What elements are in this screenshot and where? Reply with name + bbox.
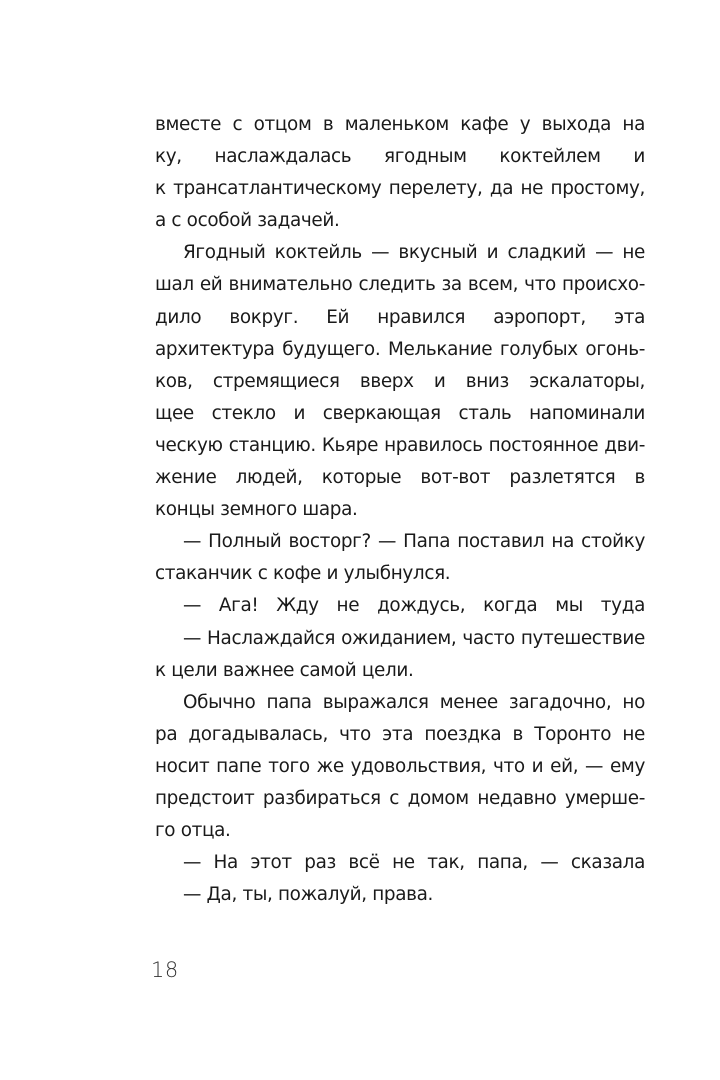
text-line: дило вокруг. Ей нравился аэропорт, эта (155, 306, 645, 328)
text-line: ку, наслаждалась ягодным коктейлем и (155, 146, 645, 168)
page-body-text (155, 109, 645, 911)
text-line: — Наслаждайся ожиданием, часто путешествие (183, 627, 645, 649)
text-line: концы земного шара. (155, 499, 358, 521)
text-line: — Полный восторг? — Папа поставил на стойку (183, 531, 645, 553)
text-line: Обычно папа выражался менее загадочно, но (183, 691, 645, 713)
text-line: го отца. (155, 820, 231, 842)
text-line: а с особой задачей. (155, 210, 340, 232)
text-line: — Ага! Жду не дождусь, когда мы туда (183, 595, 645, 617)
text-line: ра догадывалась, что эта поездка в Торонто не (155, 723, 645, 745)
text-line: ческую станцию. Кьяре нравилось постоянное дви- (155, 434, 645, 456)
text-line: стаканчик с кофе и улыбнулся. (155, 563, 451, 585)
text-line: к трансатлантическому перелету, да не простому, (155, 178, 645, 200)
page-number: 18 (151, 958, 179, 982)
text-line: — На этот раз всё не так, папа, — сказала (183, 852, 645, 874)
text-line: предстоит разбираться с домом недавно умерше- (155, 787, 645, 809)
text-line: — Да, ты, пожалуй, права. (183, 884, 434, 906)
text-line: к цели важнее самой цели. (155, 659, 414, 681)
text-line: ков, стремящиеся вверх и вниз эскалаторы, (155, 370, 645, 392)
text-line: щее стекло и сверкающая сталь напоминали (155, 402, 645, 424)
text-line: архитектура будущего. Мелькание голубых огонь- (155, 338, 645, 360)
text-line: Ягодный коктейль — вкусный и сладкий — не (183, 242, 645, 264)
text-line: жение людей, которые вот-вот разлетятся в (155, 467, 645, 489)
text-line: носит папе того же удовольствия, что и ей, — ему (155, 755, 645, 777)
text-line: шал ей внимательно следить за всем, что происхо- (155, 274, 645, 296)
text-line: вместе с отцом в маленьком кафе у выхода на (155, 114, 645, 135)
